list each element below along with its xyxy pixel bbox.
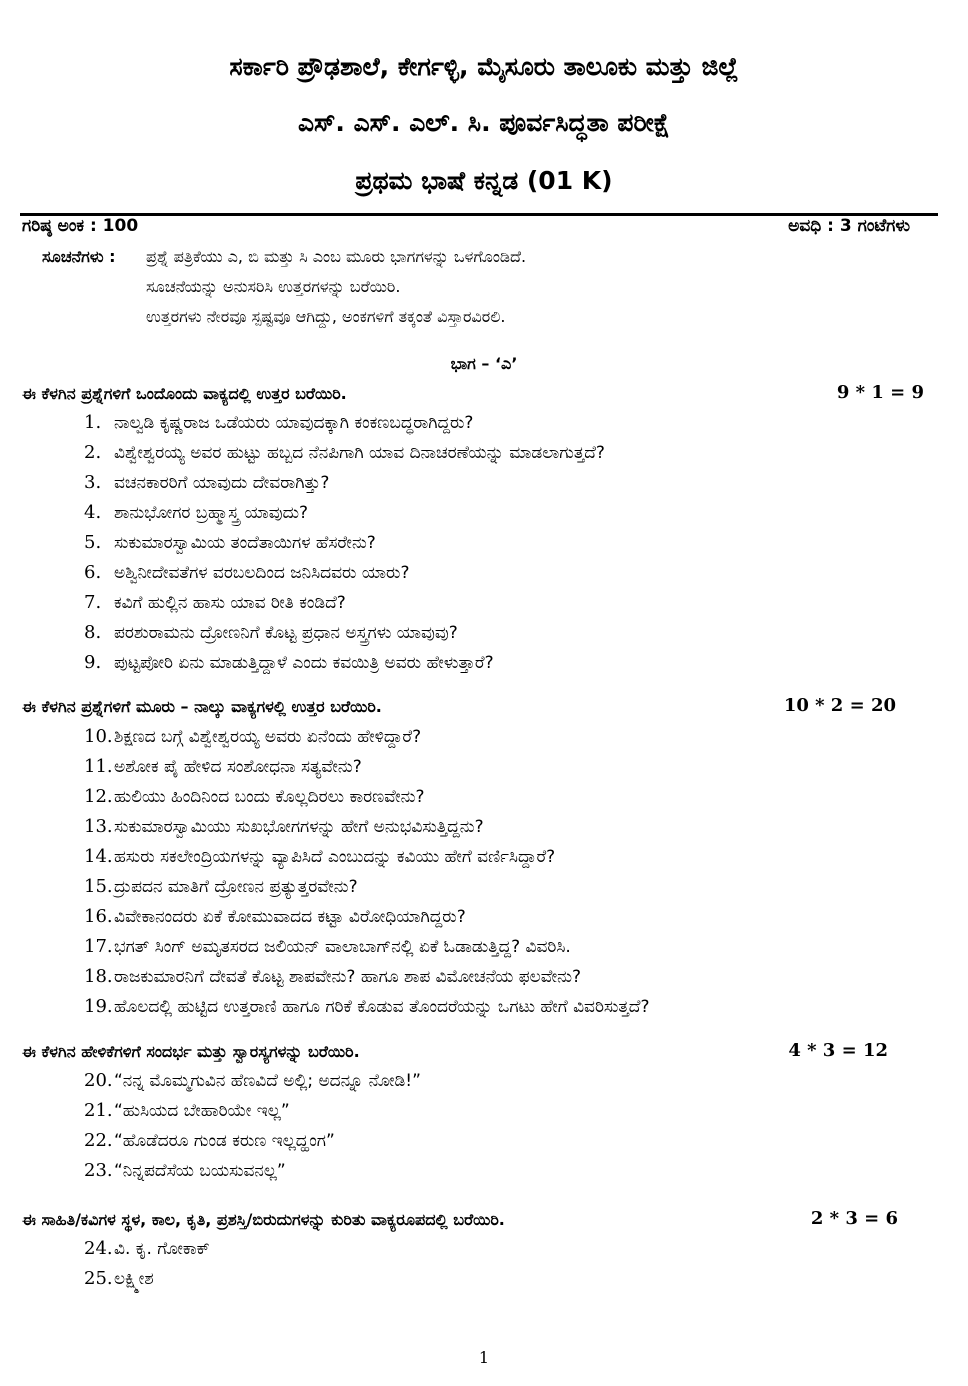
question-item xyxy=(84,438,605,468)
question-item xyxy=(84,1156,421,1186)
question-text: ಹುಲಿಯು ಹಿಂದಿನಿಂದ ಬಂದು ಕೊಲ್ಲದಿರಲು ಕಾರಣವೇನು? xyxy=(114,787,425,807)
section-2-marks: 10 * 2 = 20 xyxy=(783,695,896,716)
question-item xyxy=(84,962,650,992)
question-number: 25. xyxy=(84,1268,113,1289)
page-number: 1 xyxy=(478,1348,490,1367)
question-item xyxy=(84,722,650,752)
max-marks: ಗರಿಷ್ಠ ಅಂಕ : 100 xyxy=(22,216,139,236)
question-item xyxy=(84,932,650,962)
section-3-heading: ಈ ಕೆಳಗಿನ ಹೇಳಿಕೆಗಳಿಗೆ ಸಂದರ್ಭ ಮತ್ತು ಸ್ವಾರಸ್ಯಗಳನ್ನು ಬರೆಯಿರಿ. xyxy=(22,1042,360,1061)
question-text: ಸುಕುಮಾರಸ್ವಾಮಿಯ ತಂದೆತಾಯಿಗಳ ಹೆಸರೇನು? xyxy=(114,533,376,553)
question-text: “ನನ್ನ ಮೊಮ್ಮಗುವಿನ ಹೆಣವಿದೆ ಅಲ್ಲಿ; ಅದನ್ನೂ ನೋಡಿ!” xyxy=(114,1071,421,1091)
question-number: 8. xyxy=(84,622,102,643)
question-number: 3. xyxy=(84,472,102,493)
section-3-marks: 4 * 3 = 12 xyxy=(788,1040,888,1061)
question-text: “ನಿನ್ನಪದೆಸೆಯ ಬಯಸುವನಲ್ಲ” xyxy=(114,1161,286,1181)
section-4-marks: 2 * 3 = 6 xyxy=(810,1208,898,1229)
question-number: 11. xyxy=(84,756,113,777)
question-number: 7. xyxy=(84,592,102,613)
question-number: 17. xyxy=(84,936,113,957)
question-number: 24. xyxy=(84,1238,113,1259)
section-1-marks: 9 * 1 = 9 xyxy=(836,382,924,403)
school-title: ಸರ್ಕಾರಿ ಪ್ರೌಢಶಾಲೆ, ಕೇರ್ಗಳ್ಳಿ, ಮೈಸೂರು ತಾಲೂಕು ಮತ್ತು ಜಿಲ್ಲೆ xyxy=(229,52,739,81)
question-number: 20. xyxy=(84,1070,113,1091)
question-item xyxy=(84,842,650,872)
question-text: ಸುಕುಮಾರಸ್ವಾಮಿಯು ಸುಖಭೋಗಗಳನ್ನು ಹೇಗೆ ಅನುಭವಿಸುತ್ತಿದ್ದನು? xyxy=(114,817,484,837)
question-item xyxy=(84,588,605,618)
subject-title: ಪ್ರಥಮ ಭಾಷೆ ಕನ್ನಡ (01 K) xyxy=(355,166,613,195)
section-4-heading: ಈ ಸಾಹಿತಿ/ಕವಿಗಳ ಸ್ಥಳ, ಕಾಲ, ಕೃತಿ, ಪ್ರಶಸ್ತಿ/ಬಿರುದುಗಳನ್ನು ಕುರಿತು ವಾಕ್ಯರೂಪದಲ್ಲಿ ಬರೆಯಿರಿ. xyxy=(22,1210,505,1229)
question-text: ದ್ರುಪದನ ಮಾತಿಗೆ ದ್ರೋಣನ ಪ್ರತ್ಯುತ್ತರವೇನು? xyxy=(114,877,358,897)
question-text: ವಚನಕಾರರಿಗೆ ಯಾವುದು ದೇವರಾಗಿತ್ತು? xyxy=(114,473,330,493)
section-2-questions xyxy=(84,722,650,1022)
question-number: 14. xyxy=(84,846,113,867)
section-1-questions xyxy=(84,408,605,678)
question-text: “ಹೊಡೆದರೂ ಗುಂಡ ಕರುಣ ಇಲ್ಲದ್ಹಂಗ” xyxy=(114,1131,335,1151)
question-text: ವಿ. ಕೃ. ಗೋಕಾಕ್ xyxy=(114,1239,210,1259)
section-2-heading: ಈ ಕೆಳಗಿನ ಪ್ರಶ್ನೆಗಳಿಗೆ ಮೂರು – ನಾಲ್ಕು ವಾಕ್ಯಗಳಲ್ಲಿ ಉತ್ತರ ಬರೆಯಿರಿ. xyxy=(22,697,382,716)
question-item xyxy=(84,992,650,1022)
question-text: ನಾಲ್ವಡಿ ಕೃಷ್ಣರಾಜ ಒಡೆಯರು ಯಾವುದಕ್ಕಾಗಿ ಕಂಕಣಬದ್ಧರಾಗಿದ್ದರು? xyxy=(114,413,474,433)
section-4-questions xyxy=(84,1234,210,1294)
question-number: 6. xyxy=(84,562,102,583)
question-text: ಹೊಲದಲ್ಲಿ ಹುಟ್ಟಿದ ಉತ್ತರಾಣಿ ಹಾಗೂ ಗರಿಕೆ ಕೊಡುವ ತೊಂದರೆಯನ್ನು ಒಗಟು ಹೇಗೆ ವಿವರಿಸುತ್ತದೆ? xyxy=(114,997,650,1017)
question-number: 4. xyxy=(84,502,102,523)
question-number: 5. xyxy=(84,532,102,553)
question-number: 18. xyxy=(84,966,113,987)
question-item xyxy=(84,902,650,932)
question-item xyxy=(84,782,650,812)
question-number: 10. xyxy=(84,726,113,747)
duration: ಅವಧಿ : 3 ಗಂಟೆಗಳು xyxy=(788,216,910,236)
section-3-questions xyxy=(84,1066,421,1186)
question-text: ಪರಶುರಾಮನು ದ್ರೋಣನಿಗೆ ಕೊಟ್ಟ ಪ್ರಧಾನ ಅಸ್ತ್ರಗಳು ಯಾವುವು? xyxy=(114,623,458,643)
question-item xyxy=(84,498,605,528)
question-item xyxy=(84,1066,421,1096)
question-number: 21. xyxy=(84,1100,113,1121)
question-number: 23. xyxy=(84,1160,113,1181)
question-item xyxy=(84,558,605,588)
question-text: ವಿಶ್ವೇಶ್ವರಯ್ಯ ಅವರ ಹುಟ್ಟು ಹಬ್ಬದ ನೆನಪಿಗಾಗಿ ಯಾವ ದಿನಾಚರಣೆಯನ್ನು ಮಾಡಲಾಗುತ್ತದೆ? xyxy=(114,443,605,463)
question-item xyxy=(84,468,605,498)
question-text: ವಿವೇಕಾನಂದರು ಏಕೆ ಕೋಮುವಾದದ ಕಟ್ಟಾ ವಿರೋಧಿಯಾಗಿದ್ದರು? xyxy=(114,907,466,927)
question-text: ರಾಜಕುಮಾರನಿಗೆ ದೇವತೆ ಕೊಟ್ಟ ಶಾಪವೇನು? ಹಾಗೂ ಶಾಪ ವಿಮೋಚನೆಯ ಫಲವೇನು? xyxy=(114,967,582,987)
question-number: 2. xyxy=(84,442,102,463)
question-item xyxy=(84,648,605,678)
question-text: ಅಶೋಕ ಪೈ ಹೇಳಿದ ಸಂಶೋಧನಾ ಸತ್ಯವೇನು? xyxy=(114,757,362,777)
question-text: ಲಕ್ಷ್ಮೀಶ xyxy=(114,1269,154,1289)
question-text: ಹಸುರು ಸಕಲೇಂದ್ರಿಯಗಳನ್ನು ವ್ಯಾಪಿಸಿದೆ ಎಂಬುದನ್ನು ಕವಿಯು ಹೇಗೆ ವರ್ಣಿಸಿದ್ದಾರೆ? xyxy=(114,847,556,867)
instruction-line: ಸೂಚನೆಯನ್ನು ಅನುಸರಿಸಿ ಉತ್ತರಗಳನ್ನು ಬರೆಯಿರಿ. xyxy=(146,277,401,296)
exam-title: ಎಸ್. ಎಸ್. ಎಲ್. ಸಿ. ಪೂರ್ವಸಿದ್ಧತಾ ಪರೀಕ್ಷೆ xyxy=(298,108,670,137)
instructions-label: ಸೂಚನೆಗಳು : xyxy=(42,247,116,266)
question-number: 9. xyxy=(84,652,102,673)
question-text: ಕವಿಗೆ ಹುಲ್ಲಿನ ಹಾಸು ಯಾವ ರೀತಿ ಕಂಡಿದೆ? xyxy=(114,593,346,613)
section-1-heading: ಈ ಕೆಳಗಿನ ಪ್ರಶ್ನೆಗಳಿಗೆ ಒಂದೊಂದು ವಾಕ್ಯದಲ್ಲಿ ಉತ್ತರ ಬರೆಯಿರಿ. xyxy=(22,384,347,403)
question-text: “ಹುಸಿಯದ ಬೇಹಾರಿಯೇ ಇಲ್ಲ” xyxy=(114,1101,290,1121)
question-item xyxy=(84,618,605,648)
question-item xyxy=(84,872,650,902)
part-a-heading: ಭಾಗ – ‘ಎ’ xyxy=(450,354,518,373)
question-item xyxy=(84,528,605,558)
question-text: ಶಾನುಭೋಗರ ಬ್ರಹ್ಮಾಸ್ತ್ರ ಯಾವುದು? xyxy=(114,503,309,523)
question-text: ಭಗತ್ ಸಿಂಗ್ ಅಮೃತಸರದ ಜಲಿಯನ್ ವಾಲಾಬಾಗ್‌ನಲ್ಲಿ ಏಕೆ ಓಡಾಡುತ್ತಿದ್ದ? ವಿವರಿಸಿ. xyxy=(114,937,571,957)
question-item xyxy=(84,1264,210,1294)
question-item xyxy=(84,812,650,842)
question-text: ಶಿಕ್ಷಣದ ಬಗ್ಗೆ ವಿಶ್ವೇಶ್ವರಯ್ಯ ಅವರು ಏನೆಂದು ಹೇಳಿದ್ದಾರೆ? xyxy=(114,727,422,747)
question-item xyxy=(84,1234,210,1264)
question-number: 22. xyxy=(84,1130,113,1151)
question-text: ಪುಟ್ಟಪೋರಿ ಏನು ಮಾಡುತ್ತಿದ್ದಾಳೆ ಎಂದು ಕವಯಿತ್ರಿ ಅವರು ಹೇಳುತ್ತಾರೆ? xyxy=(114,653,494,673)
question-number: 15. xyxy=(84,876,113,897)
question-number: 13. xyxy=(84,816,113,837)
question-item xyxy=(84,1096,421,1126)
question-number: 16. xyxy=(84,906,113,927)
question-item xyxy=(84,752,650,782)
question-number: 1. xyxy=(84,412,102,433)
question-item xyxy=(84,408,605,438)
instruction-line: ಪ್ರಶ್ನೆ ಪತ್ರಿಕೆಯು ಎ, ಬಿ ಮತ್ತು ಸಿ ಎಂಬ ಮೂರು ಭಾಗಗಳನ್ನು ಒಳಗೊಂಡಿದೆ. xyxy=(146,247,527,266)
question-number: 19. xyxy=(84,996,113,1017)
question-number: 12. xyxy=(84,786,113,807)
instruction-line: ಉತ್ತರಗಳು ನೇರವೂ ಸ್ಪಷ್ಟವೂ ಆಗಿದ್ದು, ಅಂಕಗಳಿಗೆ ತಕ್ಕಂತೆ ವಿಸ್ತಾರವಿರಲಿ. xyxy=(146,307,506,326)
question-item xyxy=(84,1126,421,1156)
question-text: ಅಶ್ವಿನೀದೇವತೆಗಳ ವರಬಲದಿಂದ ಜನಿಸಿದವರು ಯಾರು? xyxy=(114,563,410,583)
